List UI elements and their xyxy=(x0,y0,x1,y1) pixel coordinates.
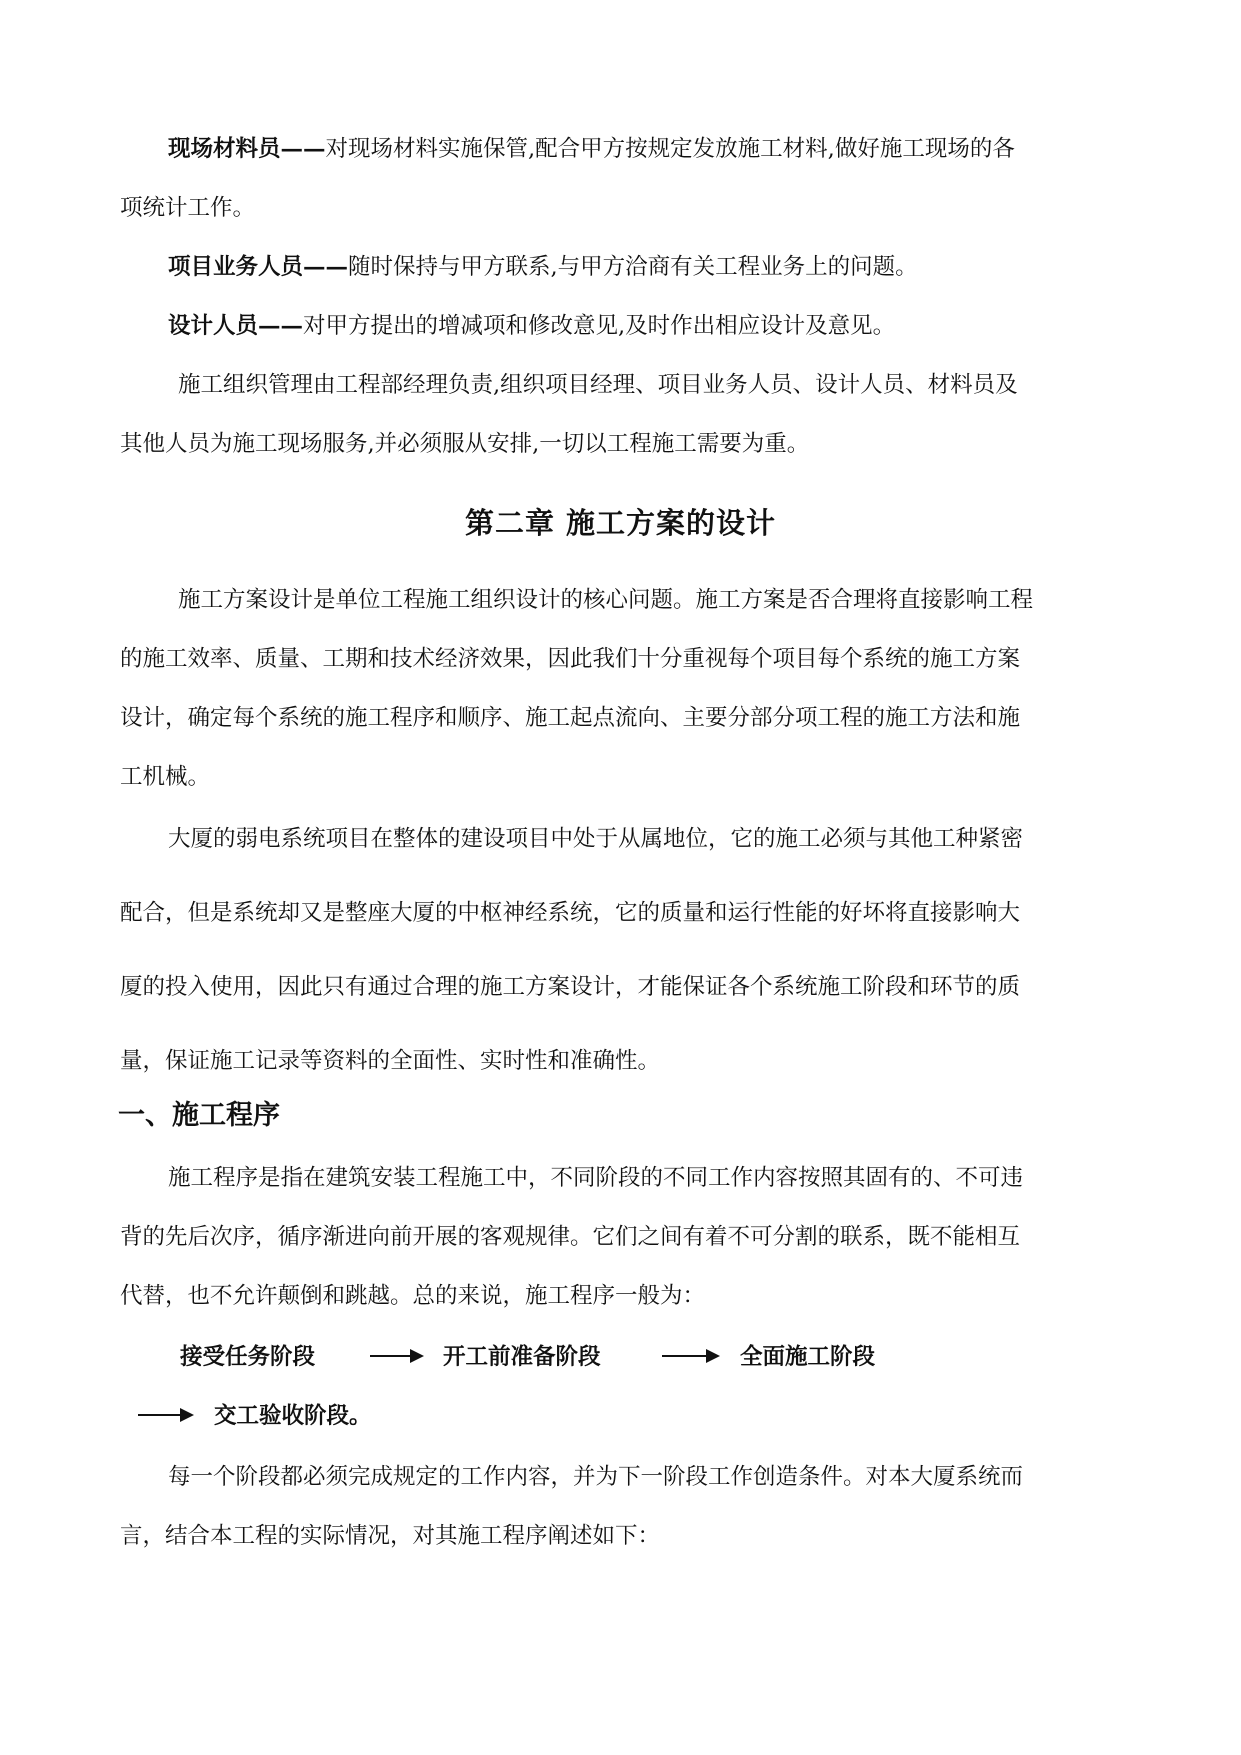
para-design-staff xyxy=(168,311,1130,341)
para-business-staff xyxy=(168,252,1130,282)
flow-stage-preparation: 开工前准备阶段 xyxy=(443,1344,601,1370)
para-management-line2: 其他人员为施工现场服务,并必须服从安排,一切以工程施工需要为重。 xyxy=(120,431,810,457)
para-scheme-intro-line3: 设计，确定每个系统的施工程序和顺序、施工起点流向、主要分部分项工程的施工方法和施 xyxy=(120,705,1021,731)
para-management-line1: 施工组织管理由工程部经理负责,组织项目经理、项目业务人员、设计人员、材料员及 xyxy=(178,372,1018,398)
flow-stage-full-construction: 全面施工阶段 xyxy=(740,1344,876,1370)
para-stage-conditions-line1: 每一个阶段都必须完成规定的工作内容，并为下一阶段工作创造条件。对本大厦系统而 xyxy=(168,1464,1024,1490)
role-label-design-staff: 设计人员—— xyxy=(168,313,304,339)
para-weak-current-line4: 量，保证施工记录等资料的全面性、实时性和准确性。 xyxy=(120,1048,661,1074)
para-weak-current-line1: 大厦的弱电系统项目在整体的建设项目中处于从属地位，它的施工必须与其他工种紧密 xyxy=(168,826,1024,852)
role-label-business-staff: 项目业务人员—— xyxy=(168,254,349,280)
para-procedure-line3: 代替，也不允许颠倒和跳越。总的来说，施工程序一般为： xyxy=(120,1283,706,1309)
para-weak-current-line3: 厦的投入使用，因此只有通过合理的施工方案设计，才能保证各个系统施工阶段和环节的质 xyxy=(120,974,1021,1000)
para-material-staff-line2: 项统计工作。 xyxy=(120,195,256,221)
role-desc-design-staff: 对甲方提出的增减项和修改意见,及时作出相应设计及意见。 xyxy=(303,313,896,339)
para-procedure-line1: 施工程序是指在建筑安装工程施工中，不同阶段的不同工作内容按照其固有的、不可违 xyxy=(168,1165,1024,1191)
para-procedure-line2: 背的先后次序，循序渐进向前开展的客观规律。它们之间有着不可分割的联系，既不能相互 xyxy=(120,1224,1021,1250)
para-scheme-intro-line4: 工机械。 xyxy=(120,764,211,790)
para-stage-conditions-line2: 言，结合本工程的实际情况，对其施工程序阐述如下： xyxy=(120,1523,661,1549)
chapter-title: 第二章 施工方案的设计 xyxy=(464,506,777,540)
section-heading-construction-procedure: 一、施工程序 xyxy=(118,1100,280,1131)
flow-arrow-1 xyxy=(370,1355,422,1357)
role-desc-business-staff: 随时保持与甲方联系,与甲方洽商有关工程业务上的问题。 xyxy=(348,254,918,280)
para-material-staff-line1 xyxy=(168,134,1130,164)
flow-stage-acceptance: 交工验收阶段。 xyxy=(214,1403,372,1429)
para-weak-current-line2: 配合，但是系统却又是整座大厦的中枢神经系统，它的质量和运行性能的好坏将直接影响大 xyxy=(120,900,1021,926)
flow-arrow-2 xyxy=(662,1355,718,1357)
para-scheme-intro-line2: 的施工效率、质量、工期和技术经济效果，因此我们十分重视每个项目每个系统的施工方案 xyxy=(120,646,1021,672)
flow-stage-accept-task: 接受任务阶段 xyxy=(180,1344,316,1370)
role-label-material-staff: 现场材料员—— xyxy=(168,136,326,162)
para-scheme-intro-line1: 施工方案设计是单位工程施工组织设计的核心问题。施工方案是否合理将直接影响工程 xyxy=(178,587,1034,613)
role-desc-material-staff: 对现场材料实施保管,配合甲方按规定发放施工材料,做好施工现场的各 xyxy=(325,136,1015,162)
flow-arrow-3 xyxy=(138,1414,192,1416)
